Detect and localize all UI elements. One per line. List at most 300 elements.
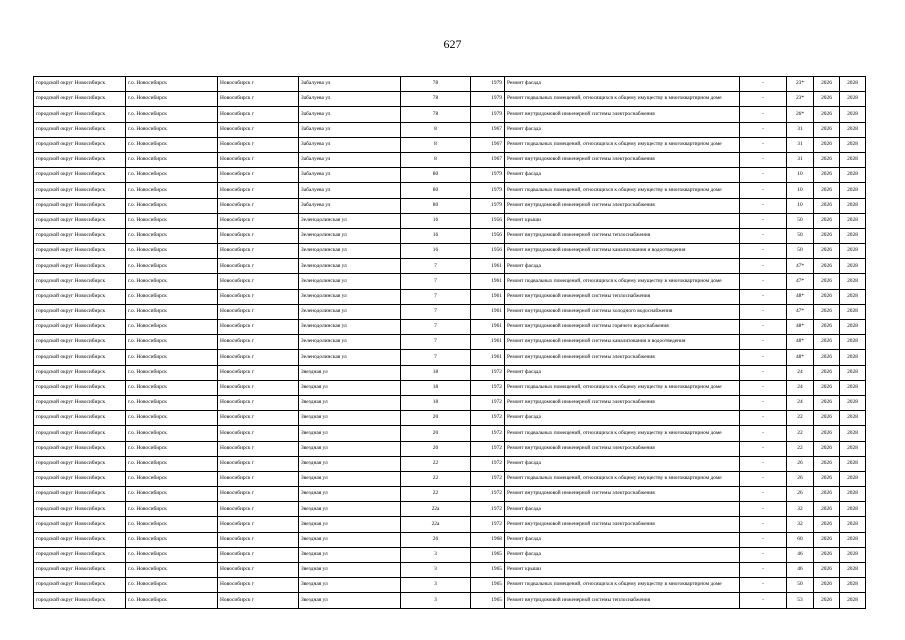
cell-year-end: 2028 — [840, 183, 866, 198]
cell-work-type: Ремонт фасада — [505, 168, 740, 183]
cell-area: 53 — [787, 593, 814, 608]
cell-settlement: Новосибирск г — [218, 350, 299, 365]
cell-year-end: 2028 — [840, 456, 866, 471]
cell-municipality: городской округ Новосибирск — [34, 426, 126, 441]
cell-work-type: Ремонт фасада — [505, 502, 740, 517]
cell-column-blank: - — [740, 335, 787, 350]
cell-settlement: Новосибирск г — [218, 168, 299, 183]
cell-settlement: Новосибирск г — [218, 380, 299, 395]
cell-year-start: 2026 — [814, 411, 840, 426]
cell-column-blank: - — [740, 274, 787, 289]
cell-column-blank: - — [740, 77, 787, 92]
cell-build-year: 1956 — [471, 244, 505, 259]
cell-year-start: 2026 — [814, 320, 840, 335]
cell-year-start: 2026 — [814, 274, 840, 289]
cell-year-start: 2026 — [814, 244, 840, 259]
cell-settlement: Новосибирск г — [218, 274, 299, 289]
cell-build-year: 1972 — [471, 426, 505, 441]
cell-build-year: 1972 — [471, 365, 505, 380]
cell-column-blank: - — [740, 152, 787, 167]
cell-settlement: Новосибирск г — [218, 152, 299, 167]
cell-municipality: городской округ Новосибирск — [34, 183, 126, 198]
cell-column-blank: - — [740, 426, 787, 441]
cell-area: 60 — [787, 532, 814, 547]
cell-settlement: Новосибирск г — [218, 304, 299, 319]
cell-year-start: 2026 — [814, 213, 840, 228]
cell-year-start: 2026 — [814, 395, 840, 410]
table-row — [34, 502, 866, 517]
cell-year-start: 2026 — [814, 471, 840, 486]
cell-area: 26 — [787, 471, 814, 486]
cell-municipality: городской округ Новосибирск — [34, 228, 126, 243]
cell-year-end: 2028 — [840, 152, 866, 167]
cell-year-end: 2028 — [840, 259, 866, 274]
cell-column-blank: - — [740, 198, 787, 213]
cell-area: 10 — [787, 183, 814, 198]
cell-year-end: 2028 — [840, 274, 866, 289]
cell-build-year: 1965 — [471, 563, 505, 578]
cell-build-year: 1979 — [471, 168, 505, 183]
cell-urban-district: г.о. Новосибирск — [126, 107, 218, 122]
cell-municipality: городской округ Новосибирск — [34, 578, 126, 593]
cell-work-type: Ремонт внутридомовой инженерной системы канализования и водоотведения — [505, 244, 740, 259]
table-row — [34, 320, 866, 335]
cell-house-number: 16 — [401, 213, 471, 228]
table-row — [34, 259, 866, 274]
cell-house-number: 16 — [401, 228, 471, 243]
cell-work-type: Ремонт внутридомовой инженерной системы электроснабжения — [505, 487, 740, 502]
cell-settlement: Новосибирск г — [218, 456, 299, 471]
cell-street: Звездная ул — [299, 502, 401, 517]
cell-settlement: Новосибирск г — [218, 137, 299, 152]
cell-build-year: 1979 — [471, 92, 505, 107]
cell-area: 31 — [787, 122, 814, 137]
cell-area: 23* — [787, 77, 814, 92]
cell-year-start: 2026 — [814, 335, 840, 350]
cell-year-start: 2026 — [814, 426, 840, 441]
table-row — [34, 244, 866, 259]
cell-work-type: Ремонт внутридомовой инженерной системы электроснабжения — [505, 395, 740, 410]
cell-year-end: 2028 — [840, 395, 866, 410]
cell-street: Зеленодолинская ул — [299, 335, 401, 350]
cell-house-number: 7 — [401, 320, 471, 335]
table-row — [34, 183, 866, 198]
cell-year-start: 2026 — [814, 183, 840, 198]
cell-house-number: 22 — [401, 471, 471, 486]
table-row — [34, 77, 866, 92]
cell-column-blank: - — [740, 183, 787, 198]
cell-column-blank: - — [740, 365, 787, 380]
cell-area: 46 — [787, 563, 814, 578]
cell-year-start: 2026 — [814, 198, 840, 213]
table-row — [34, 411, 866, 426]
table-row — [34, 380, 866, 395]
cell-year-start: 2026 — [814, 380, 840, 395]
table-row — [34, 228, 866, 243]
cell-build-year: 1972 — [471, 502, 505, 517]
cell-urban-district: г.о. Новосибирск — [126, 502, 218, 517]
cell-work-type: Ремонт подвальных помещений, относящихся к общему имуществу в многоквартирном доме — [505, 92, 740, 107]
cell-municipality: городской округ Новосибирск — [34, 517, 126, 532]
cell-urban-district: г.о. Новосибирск — [126, 532, 218, 547]
cell-urban-district: г.о. Новосибирск — [126, 593, 218, 608]
cell-work-type: Ремонт фасада — [505, 259, 740, 274]
cell-year-start: 2026 — [814, 487, 840, 502]
cell-urban-district: г.о. Новосибирск — [126, 152, 218, 167]
cell-house-number: 8 — [401, 137, 471, 152]
cell-year-start: 2026 — [814, 304, 840, 319]
cell-street: Забалуева ул — [299, 183, 401, 198]
cell-house-number: 8 — [401, 122, 471, 137]
cell-street: Зеленодолинская ул — [299, 320, 401, 335]
cell-settlement: Новосибирск г — [218, 122, 299, 137]
cell-settlement: Новосибирск г — [218, 228, 299, 243]
cell-area: 22 — [787, 411, 814, 426]
cell-street: Звездная ул — [299, 517, 401, 532]
cell-work-type: Ремонт внутридомовой инженерной системы канализования и водоотведения — [505, 335, 740, 350]
cell-work-type: Ремонт подвальных помещений, относящихся к общему имуществу в многоквартирном доме — [505, 137, 740, 152]
cell-urban-district: г.о. Новосибирск — [126, 77, 218, 92]
cell-urban-district: г.о. Новосибирск — [126, 411, 218, 426]
cell-column-blank: - — [740, 92, 787, 107]
cell-municipality: городской округ Новосибирск — [34, 395, 126, 410]
cell-house-number: 3 — [401, 563, 471, 578]
cell-year-start: 2026 — [814, 259, 840, 274]
cell-year-end: 2028 — [840, 213, 866, 228]
cell-street: Забалуева ул — [299, 77, 401, 92]
cell-area: 48* — [787, 335, 814, 350]
cell-street: Забалуева ул — [299, 122, 401, 137]
cell-municipality: городской округ Новосибирск — [34, 289, 126, 304]
cell-area: 50 — [787, 244, 814, 259]
cell-year-start: 2026 — [814, 228, 840, 243]
cell-year-end: 2028 — [840, 471, 866, 486]
cell-year-end: 2028 — [840, 563, 866, 578]
cell-column-blank: - — [740, 350, 787, 365]
cell-year-start: 2026 — [814, 547, 840, 562]
cell-urban-district: г.о. Новосибирск — [126, 517, 218, 532]
cell-build-year: 1972 — [471, 411, 505, 426]
cell-build-year: 1972 — [471, 441, 505, 456]
cell-municipality: городской округ Новосибирск — [34, 502, 126, 517]
table-row — [34, 426, 866, 441]
cell-settlement: Новосибирск г — [218, 426, 299, 441]
table-row — [34, 122, 866, 137]
cell-build-year: 1965 — [471, 593, 505, 608]
cell-work-type: Ремонт фасада — [505, 365, 740, 380]
cell-settlement: Новосибирск г — [218, 411, 299, 426]
cell-work-type: Ремонт подвальных помещений, относящихся к общему имуществу в многоквартирном доме — [505, 471, 740, 486]
cell-municipality: городской округ Новосибирск — [34, 471, 126, 486]
cell-year-end: 2028 — [840, 547, 866, 562]
table-row — [34, 487, 866, 502]
cell-street: Звездная ул — [299, 456, 401, 471]
cell-street: Зеленодолинская ул — [299, 228, 401, 243]
cell-year-start: 2026 — [814, 92, 840, 107]
cell-area: 31 — [787, 152, 814, 167]
cell-house-number: 16 — [401, 244, 471, 259]
cell-year-end: 2028 — [840, 578, 866, 593]
cell-column-blank: - — [740, 320, 787, 335]
cell-municipality: городской округ Новосибирск — [34, 304, 126, 319]
cell-municipality: городской округ Новосибирск — [34, 380, 126, 395]
cell-work-type: Ремонт внутридомовой инженерной системы электроснабжения — [505, 198, 740, 213]
cell-work-type: Ремонт подвальных помещений, относящихся к общему имуществу в многоквартирном доме — [505, 380, 740, 395]
cell-build-year: 1965 — [471, 547, 505, 562]
cell-urban-district: г.о. Новосибирск — [126, 168, 218, 183]
cell-municipality: городской округ Новосибирск — [34, 335, 126, 350]
cell-urban-district: г.о. Новосибирск — [126, 183, 218, 198]
cell-settlement: Новосибирск г — [218, 365, 299, 380]
cell-house-number: 3 — [401, 593, 471, 608]
cell-house-number: 22а — [401, 502, 471, 517]
cell-settlement: Новосибирск г — [218, 244, 299, 259]
cell-work-type: Ремонт внутридомовой инженерной системы холодного водоснабжения — [505, 304, 740, 319]
cell-area: 50 — [787, 228, 814, 243]
cell-urban-district: г.о. Новосибирск — [126, 395, 218, 410]
cell-house-number: 22а — [401, 517, 471, 532]
cell-urban-district: г.о. Новосибирск — [126, 563, 218, 578]
cell-settlement: Новосибирск г — [218, 487, 299, 502]
cell-street: Зеленодолинская ул — [299, 259, 401, 274]
cell-year-end: 2028 — [840, 411, 866, 426]
table-body — [34, 77, 866, 609]
cell-municipality: городской округ Новосибирск — [34, 122, 126, 137]
cell-urban-district: г.о. Новосибирск — [126, 547, 218, 562]
cell-street: Забалуева ул — [299, 107, 401, 122]
cell-year-end: 2028 — [840, 380, 866, 395]
cell-urban-district: г.о. Новосибирск — [126, 487, 218, 502]
cell-work-type: Ремонт подвальных помещений, относящихся к общему имуществу в многоквартирном доме — [505, 426, 740, 441]
table-row — [34, 593, 866, 608]
cell-settlement: Новосибирск г — [218, 320, 299, 335]
cell-urban-district: г.о. Новосибирск — [126, 578, 218, 593]
cell-build-year: 1967 — [471, 152, 505, 167]
cell-settlement: Новосибирск г — [218, 441, 299, 456]
cell-house-number: 18 — [401, 365, 471, 380]
cell-settlement: Новосибирск г — [218, 213, 299, 228]
table-row — [34, 289, 866, 304]
cell-settlement: Новосибирск г — [218, 547, 299, 562]
cell-street: Зеленодолинская ул — [299, 289, 401, 304]
cell-year-end: 2028 — [840, 532, 866, 547]
cell-year-start: 2026 — [814, 122, 840, 137]
cell-municipality: городской округ Новосибирск — [34, 274, 126, 289]
cell-area: 24 — [787, 365, 814, 380]
cell-house-number: 7 — [401, 350, 471, 365]
cell-house-number: 80 — [401, 198, 471, 213]
cell-year-start: 2026 — [814, 517, 840, 532]
cell-year-start: 2026 — [814, 441, 840, 456]
cell-column-blank: - — [740, 471, 787, 486]
cell-house-number: 78 — [401, 107, 471, 122]
cell-area: 22 — [787, 426, 814, 441]
cell-municipality: городской округ Новосибирск — [34, 563, 126, 578]
table-row — [34, 471, 866, 486]
cell-municipality: городской округ Новосибирск — [34, 532, 126, 547]
table-row — [34, 213, 866, 228]
cell-work-type: Ремонт фасада — [505, 411, 740, 426]
cell-street: Забалуева ул — [299, 168, 401, 183]
table-row — [34, 547, 866, 562]
cell-work-type: Ремонт внутридомовой инженерной системы теплоснабжения — [505, 593, 740, 608]
cell-area: 48* — [787, 350, 814, 365]
cell-column-blank: - — [740, 289, 787, 304]
cell-year-start: 2026 — [814, 532, 840, 547]
table-row — [34, 395, 866, 410]
cell-municipality: городской округ Новосибирск — [34, 365, 126, 380]
cell-column-blank: - — [740, 122, 787, 137]
cell-column-blank: - — [740, 578, 787, 593]
cell-urban-district: г.о. Новосибирск — [126, 350, 218, 365]
cell-column-blank: - — [740, 213, 787, 228]
cell-year-start: 2026 — [814, 456, 840, 471]
cell-year-end: 2028 — [840, 350, 866, 365]
cell-municipality: городской округ Новосибирск — [34, 152, 126, 167]
cell-settlement: Новосибирск г — [218, 289, 299, 304]
cell-street: Зеленодолинская ул — [299, 244, 401, 259]
cell-area: 46 — [787, 547, 814, 562]
cell-municipality: городской округ Новосибирск — [34, 107, 126, 122]
cell-street: Звездная ул — [299, 593, 401, 608]
cell-settlement: Новосибирск г — [218, 335, 299, 350]
cell-municipality: городской округ Новосибирск — [34, 441, 126, 456]
cell-urban-district: г.о. Новосибирск — [126, 426, 218, 441]
table-row — [34, 92, 866, 107]
table-row — [34, 563, 866, 578]
cell-work-type: Ремонт подвальных помещений, относящихся к общему имуществу в многоквартирном доме — [505, 183, 740, 198]
cell-column-blank: - — [740, 380, 787, 395]
cell-municipality: городской округ Новосибирск — [34, 244, 126, 259]
cell-municipality: городской округ Новосибирск — [34, 593, 126, 608]
cell-settlement: Новосибирск г — [218, 517, 299, 532]
cell-work-type: Ремонт внутридомовой инженерной системы электроснабжения — [505, 152, 740, 167]
cell-year-end: 2028 — [840, 335, 866, 350]
table-row — [34, 107, 866, 122]
cell-build-year: 1961 — [471, 320, 505, 335]
cell-year-end: 2028 — [840, 304, 866, 319]
cell-house-number: 18 — [401, 395, 471, 410]
cell-year-start: 2026 — [814, 502, 840, 517]
cell-street: Звездная ул — [299, 441, 401, 456]
cell-column-blank: - — [740, 168, 787, 183]
cell-area: 48* — [787, 289, 814, 304]
cell-year-end: 2028 — [840, 320, 866, 335]
cell-build-year: 1961 — [471, 304, 505, 319]
cell-urban-district: г.о. Новосибирск — [126, 228, 218, 243]
cell-house-number: 22 — [401, 456, 471, 471]
cell-street: Звездная ул — [299, 380, 401, 395]
cell-work-type: Ремонт фасада — [505, 456, 740, 471]
cell-municipality: городской округ Новосибирск — [34, 487, 126, 502]
cell-column-blank: - — [740, 517, 787, 532]
cell-house-number: 20 — [401, 426, 471, 441]
cell-area: 50 — [787, 578, 814, 593]
cell-build-year: 1956 — [471, 213, 505, 228]
cell-column-blank: - — [740, 502, 787, 517]
cell-build-year: 1961 — [471, 274, 505, 289]
cell-municipality: городской округ Новосибирск — [34, 350, 126, 365]
cell-year-end: 2028 — [840, 517, 866, 532]
cell-work-type: Ремонт крыши — [505, 563, 740, 578]
cell-street: Звездная ул — [299, 411, 401, 426]
cell-urban-district: г.о. Новосибирск — [126, 122, 218, 137]
cell-street: Звездная ул — [299, 532, 401, 547]
cell-street: Забалуева ул — [299, 152, 401, 167]
cell-municipality: городской округ Новосибирск — [34, 198, 126, 213]
cell-work-type: Ремонт внутридомовой инженерной системы электроснабжения — [505, 350, 740, 365]
cell-street: Забалуева ул — [299, 198, 401, 213]
cell-house-number: 80 — [401, 183, 471, 198]
cell-street: Звездная ул — [299, 547, 401, 562]
cell-build-year: 1979 — [471, 183, 505, 198]
cell-area: 48* — [787, 320, 814, 335]
cell-work-type: Ремонт внутридомовой инженерной системы электроснабжения — [505, 107, 740, 122]
cell-build-year: 1972 — [471, 395, 505, 410]
cell-work-type: Ремонт крыши — [505, 213, 740, 228]
cell-year-start: 2026 — [814, 289, 840, 304]
cell-settlement: Новосибирск г — [218, 502, 299, 517]
cell-column-blank: - — [740, 441, 787, 456]
cell-year-end: 2028 — [840, 198, 866, 213]
cell-urban-district: г.о. Новосибирск — [126, 198, 218, 213]
cell-urban-district: г.о. Новосибирск — [126, 213, 218, 228]
cell-street: Звездная ул — [299, 365, 401, 380]
table-row — [34, 365, 866, 380]
cell-area: 32 — [787, 502, 814, 517]
cell-year-end: 2028 — [840, 137, 866, 152]
table-row — [34, 137, 866, 152]
cell-column-blank: - — [740, 593, 787, 608]
cell-urban-district: г.о. Новосибирск — [126, 335, 218, 350]
cell-area: 26* — [787, 107, 814, 122]
cell-street: Забалуева ул — [299, 92, 401, 107]
cell-year-end: 2028 — [840, 92, 866, 107]
cell-year-start: 2026 — [814, 593, 840, 608]
table-row — [34, 274, 866, 289]
cell-work-type: Ремонт подвальных помещений, относящихся к общему имуществу в многоквартирном доме — [505, 274, 740, 289]
cell-area: 24 — [787, 395, 814, 410]
cell-build-year: 1961 — [471, 350, 505, 365]
cell-street: Зеленодолинская ул — [299, 274, 401, 289]
cell-year-end: 2028 — [840, 289, 866, 304]
cell-build-year: 1979 — [471, 198, 505, 213]
cell-build-year: 1961 — [471, 335, 505, 350]
cell-year-end: 2028 — [840, 228, 866, 243]
cell-work-type: Ремонт подвальных помещений, относящихся к общему имуществу в многоквартирном доме — [505, 578, 740, 593]
cell-street: Звездная ул — [299, 471, 401, 486]
cell-year-start: 2026 — [814, 365, 840, 380]
cell-settlement: Новосибирск г — [218, 593, 299, 608]
cell-house-number: 7 — [401, 304, 471, 319]
cell-build-year: 1956 — [471, 228, 505, 243]
cell-municipality: городской округ Новосибирск — [34, 547, 126, 562]
capital-repair-table — [33, 76, 866, 609]
cell-year-end: 2028 — [840, 365, 866, 380]
cell-work-type: Ремонт внутридомовой инженерной системы горячего водоснабжения — [505, 320, 740, 335]
cell-year-end: 2028 — [840, 502, 866, 517]
cell-year-end: 2028 — [840, 441, 866, 456]
cell-house-number: 7 — [401, 335, 471, 350]
cell-urban-district: г.о. Новосибирск — [126, 456, 218, 471]
cell-municipality: городской округ Новосибирск — [34, 411, 126, 426]
cell-year-end: 2028 — [840, 122, 866, 137]
cell-urban-district: г.о. Новосибирск — [126, 441, 218, 456]
cell-column-blank: - — [740, 532, 787, 547]
cell-street: Звездная ул — [299, 578, 401, 593]
cell-column-blank: - — [740, 395, 787, 410]
cell-street: Звездная ул — [299, 426, 401, 441]
